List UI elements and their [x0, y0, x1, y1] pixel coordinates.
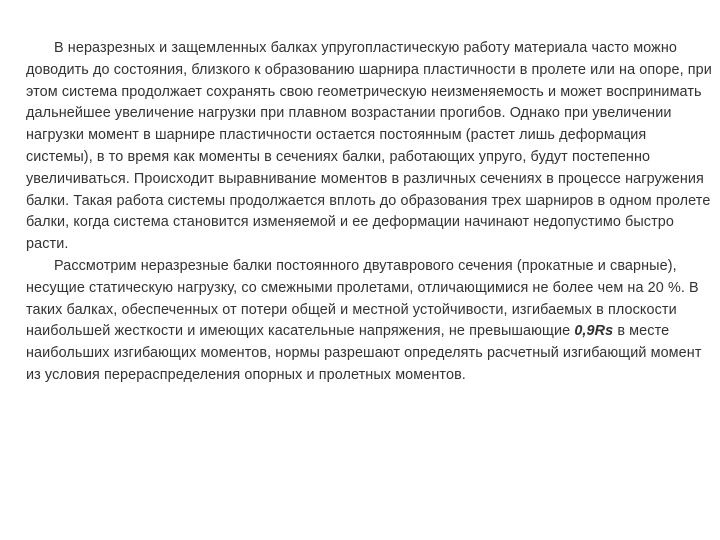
stress-limit-value: 0,9Rs: [574, 323, 614, 340]
paragraph-2-end: в месте наибольших изгибающих моментов, нормы разрешают определять расчетный изгибающий момент из условия перераспределения опорных и пролетных моментов.: [26, 323, 702, 383]
body-text: [26, 38, 712, 387]
paragraph-2: [26, 256, 712, 387]
paragraph-2-start: Рассмотрим неразрезные балки постоянного двутаврового сечения (прокатные и сварные), несущие статическую нагрузку, со смежными пролетами, отличающимися не более чем на 20 %. В таких балках, обеспеченных от потери общей и местной устойчивости, изгибаемых в плоскости наибольшей жесткости и имеющих касательные напряжения, не превышающие: [26, 257, 699, 340]
paragraph-1: В неразрезных и защемленных балках упругопластическую работу материала часто можно доводить до состояния, близкого к образованию шарнира пластичности в пролете или на опоре, при этом система продолжает сохранять свою геометрическую неизменяемость и может воспринимать дальнейшее увеличение нагрузки при плавном возрастании прогибов. Однако при увеличении нагрузки момент в шарнире пластичности остается постоянным (растет лишь деформация системы), в то время как моменты в сечениях балки, работающих упруго, будут постепенно увеличиваться. Происходит выравнивание моментов в различных сечениях в процессе нагружения балки. Такая работа системы продолжается вплоть до образования трех шарниров в одном пролете балки, когда система становится изменяемой и ее деформации начинают недопустимо быстро расти.: [26, 40, 712, 253]
